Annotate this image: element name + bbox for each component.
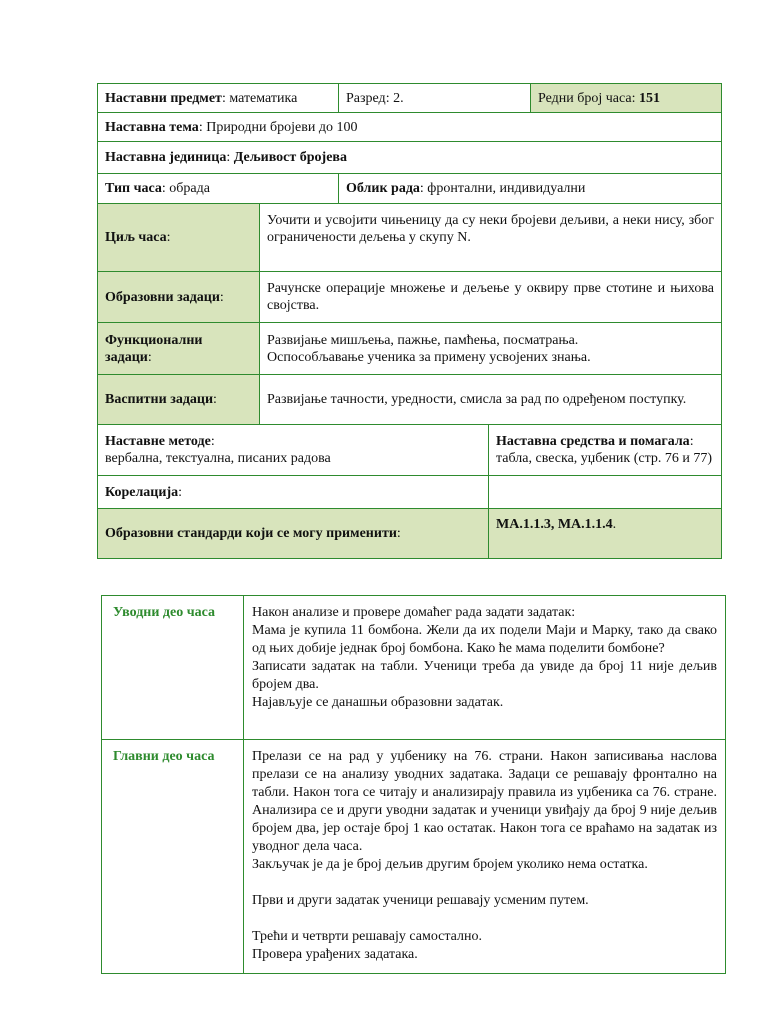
func-tasks-value-cell: Развијање мишљења, пажње, памћења, посматрања. Оспособљавање ученика за примену усвојених знања. — [260, 323, 722, 375]
main-part-label: Главни део часа — [102, 740, 244, 974]
edu-tasks-value-cell: Рачунске операције множење и дељење у оквиру прве стотине и њихова својства. — [260, 272, 722, 323]
lesson-plan-header-table — [97, 83, 722, 559]
lesson-type-cell: Тип часа: обрада — [98, 174, 339, 204]
topic-cell: Наставна тема: Природни бројеви до 100 — [98, 113, 722, 142]
intro-part-content: Након анализе и провере домаћег рада задати задатак: Мама је купила 11 бомбона. Жели да их подели Маји и Марку, тако да свако од њих добије једнак број бомбона. Како ће мама поделити бомбоне? Записати задатак на табли. Ученици треба да увиде да број 11 није дељив бројем два. Најављује се данашњи образовни задатак. — [244, 596, 726, 740]
work-form-cell: Облик рада: фронтални, индивидуални — [339, 174, 722, 204]
main-part-content: Прелази се на рад у уџбенику на 76. страни. Након записивања наслова прелази се на анализу уводних задатака. Задаци се решавају фронтално на табли. Након тога се читају и анализирају правила из уџбеника са 76. стране. Анализира се и други уводни задатак и ученици увиђају да број 9 није дељив бројем два, јер остаје број 1 као остатак. Након тога се враћамо на задатак из уводног дела часа. Закључак је да је број дељив другим бројем уколико нема остатка. Први и други задатак ученици решавају усменим путем. Трећи и четврти решавају самостално. Провера урађених задатака. — [244, 740, 726, 974]
grade-cell: Разред: 2. — [339, 84, 531, 113]
goal-label-cell: Циљ часа: — [98, 204, 260, 272]
subject-cell: Наставни предмет: математика — [98, 84, 339, 113]
upb-tasks-value-cell: Развијање тачности, уредности, смисла за рад по одређеном поступку. — [260, 375, 722, 425]
standards-label-cell: Образовни стандарди који се могу применити: — [98, 509, 489, 559]
upb-tasks-label-cell: Васпитни задаци: — [98, 375, 260, 425]
goal-value-cell: Уочити и усвојити чињеницу да су неки бројеви дељиви, а неки нису, због ограничености дељења у скупу N. — [260, 204, 722, 272]
lesson-flow-table — [101, 595, 726, 974]
intro-part-label: Уводни део часа — [102, 596, 244, 740]
func-tasks-label-cell: Функционални задаци: — [98, 323, 260, 375]
correlation-cell: Корелација: — [98, 476, 489, 509]
means-cell: Наставна средства и помагала: табла, свеска, уџбеник (стр. 76 и 77) — [489, 425, 722, 476]
edu-tasks-label-cell: Образовни задаци: — [98, 272, 260, 323]
unit-cell: Наставна јединица: Дељивост бројева — [98, 142, 722, 174]
lesson-number-cell: Редни број часа: 151 — [531, 84, 722, 113]
correlation-value-cell — [489, 476, 722, 509]
standards-value-cell: MA.1.1.3, MA.1.1.4. — [489, 509, 722, 559]
methods-cell: Наставне методе: вербална, текстуална, писаних радова — [98, 425, 489, 476]
